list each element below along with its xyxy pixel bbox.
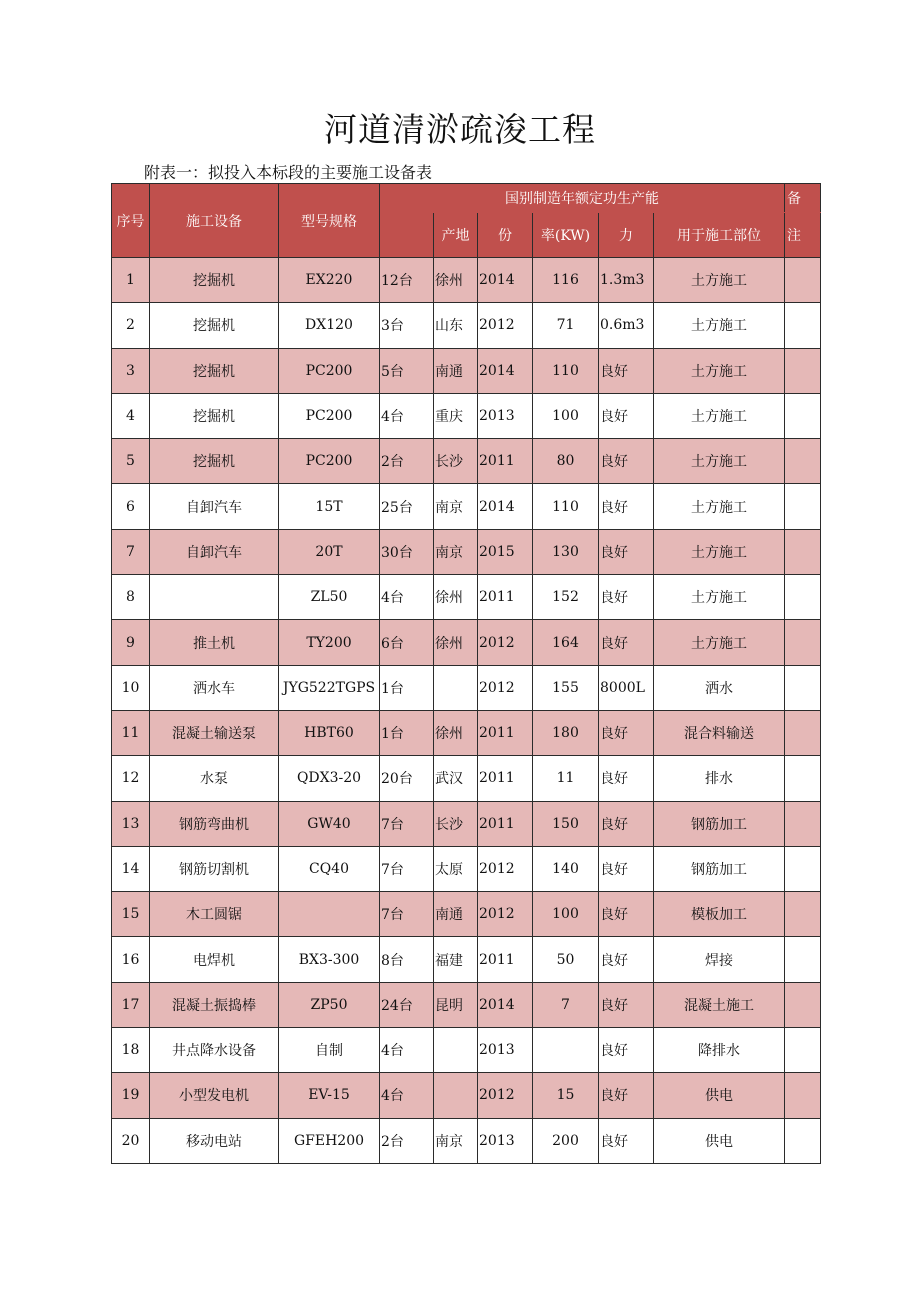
cell-capacity: 良好: [599, 529, 654, 574]
cell-remark: [785, 348, 821, 393]
cell-equipment: 钢筋弯曲机: [150, 801, 279, 846]
cell-use: 钢筋加工: [654, 801, 785, 846]
cell-capacity: 良好: [599, 1118, 654, 1163]
cell-capacity: 良好: [599, 982, 654, 1027]
cell-equipment: 小型发电机: [150, 1073, 279, 1118]
header-power: 率(KW): [533, 213, 599, 258]
cell-seq: 15: [112, 892, 150, 937]
cell-seq: 6: [112, 484, 150, 529]
cell-power: 7: [533, 982, 599, 1027]
cell-seq: 5: [112, 439, 150, 484]
table-row: [112, 892, 821, 937]
cell-model: ZL50: [279, 575, 380, 620]
cell-use: 供电: [654, 1073, 785, 1118]
cell-origin: 南京: [434, 1118, 478, 1163]
cell-qty: 30台: [380, 529, 434, 574]
cell-seq: 1: [112, 258, 150, 303]
cell-origin: 武汉: [434, 756, 478, 801]
header-equipment: 施工设备: [150, 184, 279, 258]
cell-capacity: 良好: [599, 846, 654, 891]
header-remark-bottom: 注: [785, 213, 821, 258]
table-row: [112, 348, 821, 393]
cell-use: 模板加工: [654, 892, 785, 937]
cell-equipment: 移动电站: [150, 1118, 279, 1163]
cell-power: 100: [533, 393, 599, 438]
cell-seq: 2: [112, 303, 150, 348]
cell-origin: 徐州: [434, 710, 478, 755]
cell-seq: 8: [112, 575, 150, 620]
cell-power: 15: [533, 1073, 599, 1118]
cell-qty: 20台: [380, 756, 434, 801]
cell-remark: [785, 1118, 821, 1163]
cell-equipment: 自卸汽车: [150, 529, 279, 574]
table-row: [112, 439, 821, 484]
cell-power: 140: [533, 846, 599, 891]
header-origin: 产地: [434, 213, 478, 258]
cell-origin: 南京: [434, 484, 478, 529]
cell-power: 155: [533, 665, 599, 710]
cell-capacity: 0.6m3: [599, 303, 654, 348]
cell-model: 15T: [279, 484, 380, 529]
cell-model: [279, 892, 380, 937]
cell-origin: 福建: [434, 937, 478, 982]
cell-use: 土方施工: [654, 393, 785, 438]
cell-equipment: 挖掘机: [150, 303, 279, 348]
cell-capacity: 良好: [599, 439, 654, 484]
cell-capacity: 1.3m3: [599, 258, 654, 303]
cell-model: TY200: [279, 620, 380, 665]
cell-year: 2012: [478, 846, 533, 891]
cell-seq: 12: [112, 756, 150, 801]
table-row: [112, 484, 821, 529]
cell-model: EV-15: [279, 1073, 380, 1118]
cell-equipment: 挖掘机: [150, 393, 279, 438]
table-row: [112, 982, 821, 1027]
cell-equipment: 井点降水设备: [150, 1028, 279, 1073]
cell-power: 110: [533, 484, 599, 529]
cell-year: 2011: [478, 710, 533, 755]
cell-seq: 11: [112, 710, 150, 755]
cell-remark: [785, 1073, 821, 1118]
table-row: [112, 393, 821, 438]
cell-use: 土方施工: [654, 348, 785, 393]
cell-use: 混凝土施工: [654, 982, 785, 1027]
cell-origin: 重庆: [434, 393, 478, 438]
table-row: [112, 258, 821, 303]
table-row: [112, 846, 821, 891]
cell-qty: 1台: [380, 665, 434, 710]
cell-origin: 昆明: [434, 982, 478, 1027]
cell-use: 土方施工: [654, 439, 785, 484]
cell-use: 土方施工: [654, 258, 785, 303]
cell-equipment: 挖掘机: [150, 258, 279, 303]
cell-use: 排水: [654, 756, 785, 801]
cell-power: [533, 1028, 599, 1073]
cell-capacity: 良好: [599, 710, 654, 755]
cell-equipment: 混凝土振捣棒: [150, 982, 279, 1027]
cell-power: 71: [533, 303, 599, 348]
cell-year: 2012: [478, 303, 533, 348]
cell-origin: 太原: [434, 846, 478, 891]
cell-equipment: 水泵: [150, 756, 279, 801]
cell-equipment: 混凝土输送泵: [150, 710, 279, 755]
cell-model: EX220: [279, 258, 380, 303]
cell-capacity: 良好: [599, 575, 654, 620]
cell-remark: [785, 620, 821, 665]
header-capacity: 力: [599, 213, 654, 258]
table-body: [112, 258, 821, 1164]
cell-seq: 14: [112, 846, 150, 891]
cell-use: 降排水: [654, 1028, 785, 1073]
cell-remark: [785, 575, 821, 620]
cell-qty: 4台: [380, 393, 434, 438]
table-row: [112, 665, 821, 710]
cell-model: PC200: [279, 348, 380, 393]
cell-use: 供电: [654, 1118, 785, 1163]
cell-qty: 3台: [380, 303, 434, 348]
cell-remark: [785, 710, 821, 755]
cell-remark: [785, 937, 821, 982]
cell-year: 2011: [478, 801, 533, 846]
cell-year: 2014: [478, 348, 533, 393]
cell-equipment: 洒水车: [150, 665, 279, 710]
cell-origin: [434, 665, 478, 710]
cell-remark: [785, 892, 821, 937]
cell-capacity: 良好: [599, 1073, 654, 1118]
cell-seq: 18: [112, 1028, 150, 1073]
cell-remark: [785, 529, 821, 574]
cell-capacity: 8000L: [599, 665, 654, 710]
cell-power: 100: [533, 892, 599, 937]
header-use: 用于施工部位: [654, 213, 785, 258]
cell-power: 116: [533, 258, 599, 303]
cell-model: GW40: [279, 801, 380, 846]
cell-year: 2011: [478, 439, 533, 484]
cell-remark: [785, 258, 821, 303]
cell-origin: 南通: [434, 348, 478, 393]
cell-year: 2013: [478, 393, 533, 438]
table-row: [112, 303, 821, 348]
cell-seq: 7: [112, 529, 150, 574]
cell-power: 110: [533, 348, 599, 393]
cell-qty: 7台: [380, 801, 434, 846]
cell-year: 2012: [478, 665, 533, 710]
cell-year: 2012: [478, 620, 533, 665]
cell-qty: 4台: [380, 1073, 434, 1118]
cell-qty: 1台: [380, 710, 434, 755]
cell-year: 2011: [478, 575, 533, 620]
cell-equipment: 挖掘机: [150, 439, 279, 484]
table-row: [112, 756, 821, 801]
cell-remark: [785, 665, 821, 710]
cell-use: 土方施工: [654, 303, 785, 348]
cell-year: 2012: [478, 1073, 533, 1118]
cell-capacity: 良好: [599, 348, 654, 393]
header-model: 型号规格: [279, 184, 380, 258]
cell-power: 180: [533, 710, 599, 755]
cell-remark: [785, 484, 821, 529]
header-seq: 序号: [112, 184, 150, 258]
table-row: [112, 937, 821, 982]
cell-model: 自制: [279, 1028, 380, 1073]
cell-power: 11: [533, 756, 599, 801]
cell-qty: 7台: [380, 892, 434, 937]
cell-remark: [785, 1028, 821, 1073]
cell-capacity: 良好: [599, 1028, 654, 1073]
cell-seq: 13: [112, 801, 150, 846]
cell-year: 2014: [478, 484, 533, 529]
cell-use: 土方施工: [654, 620, 785, 665]
cell-capacity: 良好: [599, 937, 654, 982]
cell-year: 2011: [478, 937, 533, 982]
cell-qty: 12台: [380, 258, 434, 303]
cell-year: 2014: [478, 982, 533, 1027]
cell-use: 钢筋加工: [654, 846, 785, 891]
equipment-table: [111, 183, 821, 1164]
table-row: [112, 1073, 821, 1118]
cell-remark: [785, 756, 821, 801]
cell-power: 152: [533, 575, 599, 620]
cell-model: QDX3-20: [279, 756, 380, 801]
cell-origin: 徐州: [434, 258, 478, 303]
cell-power: 150: [533, 801, 599, 846]
cell-qty: 2台: [380, 1118, 434, 1163]
cell-equipment: [150, 575, 279, 620]
cell-power: 200: [533, 1118, 599, 1163]
cell-origin: 南京: [434, 529, 478, 574]
table-row: [112, 620, 821, 665]
cell-origin: 徐州: [434, 620, 478, 665]
cell-remark: [785, 303, 821, 348]
table-row: [112, 710, 821, 755]
header-remark-top: 备: [785, 184, 821, 213]
cell-year: 2015: [478, 529, 533, 574]
table-row: [112, 801, 821, 846]
cell-equipment: 电焊机: [150, 937, 279, 982]
cell-use: 洒水: [654, 665, 785, 710]
header-group: 国别制造年额定功生产能: [380, 184, 785, 213]
cell-equipment: 挖掘机: [150, 348, 279, 393]
cell-use: 焊接: [654, 937, 785, 982]
cell-qty: 2台: [380, 439, 434, 484]
cell-year: 2011: [478, 756, 533, 801]
cell-seq: 9: [112, 620, 150, 665]
document-title: 河道清淤疏浚工程: [324, 110, 596, 149]
cell-power: 50: [533, 937, 599, 982]
cell-qty: 6台: [380, 620, 434, 665]
cell-capacity: 良好: [599, 892, 654, 937]
cell-remark: [785, 982, 821, 1027]
cell-origin: [434, 1073, 478, 1118]
cell-seq: 4: [112, 393, 150, 438]
cell-qty: 24台: [380, 982, 434, 1027]
cell-capacity: 良好: [599, 801, 654, 846]
cell-qty: 4台: [380, 1028, 434, 1073]
cell-qty: 8台: [380, 937, 434, 982]
cell-seq: 19: [112, 1073, 150, 1118]
cell-equipment: 自卸汽车: [150, 484, 279, 529]
cell-model: HBT60: [279, 710, 380, 755]
cell-seq: 10: [112, 665, 150, 710]
cell-seq: 16: [112, 937, 150, 982]
cell-remark: [785, 393, 821, 438]
cell-model: GFEH200: [279, 1118, 380, 1163]
cell-capacity: 良好: [599, 484, 654, 529]
cell-qty: 25台: [380, 484, 434, 529]
table-row: [112, 529, 821, 574]
cell-origin: 徐州: [434, 575, 478, 620]
table-row: [112, 575, 821, 620]
cell-power: 164: [533, 620, 599, 665]
cell-year: 2013: [478, 1028, 533, 1073]
cell-equipment: 木工圆锯: [150, 892, 279, 937]
cell-model: PC200: [279, 439, 380, 484]
header-qty: [380, 213, 434, 258]
cell-model: PC200: [279, 393, 380, 438]
cell-qty: 4台: [380, 575, 434, 620]
table-row: [112, 1028, 821, 1073]
cell-model: 20T: [279, 529, 380, 574]
cell-remark: [785, 801, 821, 846]
header-year: 份: [478, 213, 533, 258]
cell-qty: 7台: [380, 846, 434, 891]
cell-use: 混合料输送: [654, 710, 785, 755]
cell-use: 土方施工: [654, 575, 785, 620]
cell-model: CQ40: [279, 846, 380, 891]
cell-seq: 20: [112, 1118, 150, 1163]
cell-remark: [785, 439, 821, 484]
cell-model: JYG522TGPS: [279, 665, 380, 710]
cell-use: 土方施工: [654, 529, 785, 574]
cell-origin: 长沙: [434, 439, 478, 484]
cell-year: 2013: [478, 1118, 533, 1163]
table-row: [112, 1118, 821, 1163]
cell-power: 130: [533, 529, 599, 574]
cell-remark: [785, 846, 821, 891]
table-caption: 附表一：拟投入本标段的主要施工设备表: [144, 163, 433, 182]
cell-equipment: 钢筋切割机: [150, 846, 279, 891]
cell-origin: [434, 1028, 478, 1073]
cell-seq: 3: [112, 348, 150, 393]
cell-equipment: 推土机: [150, 620, 279, 665]
cell-power: 80: [533, 439, 599, 484]
cell-capacity: 良好: [599, 620, 654, 665]
cell-use: 土方施工: [654, 484, 785, 529]
cell-model: BX3-300: [279, 937, 380, 982]
cell-origin: 南通: [434, 892, 478, 937]
cell-capacity: 良好: [599, 756, 654, 801]
cell-qty: 5台: [380, 348, 434, 393]
cell-origin: 长沙: [434, 801, 478, 846]
cell-year: 2012: [478, 892, 533, 937]
cell-origin: 山东: [434, 303, 478, 348]
cell-year: 2014: [478, 258, 533, 303]
cell-capacity: 良好: [599, 393, 654, 438]
cell-seq: 17: [112, 982, 150, 1027]
cell-model: ZP50: [279, 982, 380, 1027]
cell-model: DX120: [279, 303, 380, 348]
